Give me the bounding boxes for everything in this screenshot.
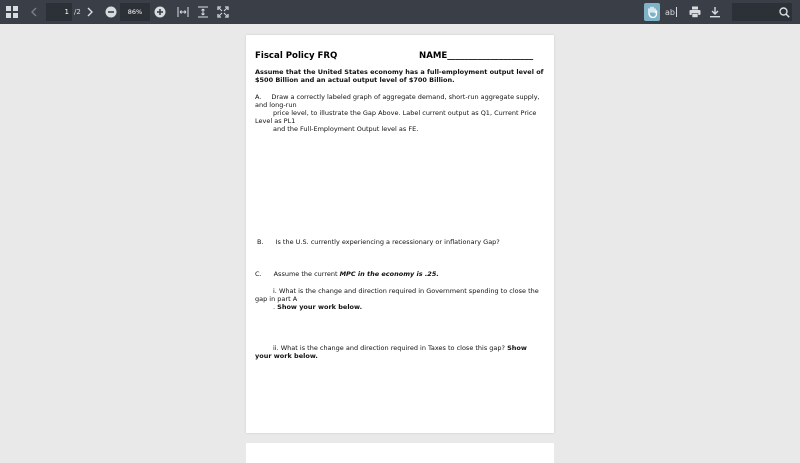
text-select-icon[interactable] <box>664 3 680 21</box>
question-b-text: Is the U.S. currently experiencing a recessionary or inflationary Gap? <box>275 238 500 246</box>
question-c-i: i. What is the change and direction required in Government spending to close the gap in part A <box>255 287 539 304</box>
document-page-1 <box>246 35 554 433</box>
question-c <box>255 270 545 278</box>
previous-page-icon[interactable] <box>28 3 40 21</box>
document-page-2 <box>246 443 554 463</box>
question-c-i-show-work: Show your work below. <box>277 303 363 311</box>
svg-text:ab: ab <box>665 8 675 17</box>
fit-page-icon[interactable] <box>196 3 210 21</box>
question-b-label: B. <box>257 238 264 246</box>
question-a-line3: and the Full-Employment Output level as FE. <box>273 125 419 133</box>
search-icon[interactable] <box>777 3 791 21</box>
question-c-ii-show-work: Show your work below. <box>255 344 527 361</box>
question-a-line2: price level, to illustrate the Gap Above. Label current output as Q1, Current Price Level as PL1 <box>255 109 537 126</box>
fit-width-icon[interactable] <box>176 3 190 21</box>
next-page-icon[interactable] <box>84 3 96 21</box>
fullscreen-icon[interactable] <box>216 3 230 21</box>
question-c-ii-text: ii. What is the change and direction required in Taxes to close this gap? <box>273 344 508 352</box>
print-icon[interactable] <box>688 3 702 21</box>
zoom-in-icon[interactable] <box>153 3 167 21</box>
download-icon[interactable] <box>708 3 722 21</box>
question-c-i-show <box>273 303 545 311</box>
pdf-toolbar <box>0 0 800 24</box>
question-a-line1: Draw a correctly labeled graph of aggregate demand, short-run aggregate supply, and long-run <box>255 93 540 110</box>
question-c-ii <box>255 344 545 360</box>
page-total-label: /2 <box>74 8 81 16</box>
thumbnails-grid-icon[interactable] <box>5 3 19 21</box>
zoom-level-field[interactable]: 86% <box>120 3 150 21</box>
name-field-label: NAME____________________ <box>419 51 534 61</box>
question-b <box>257 238 547 246</box>
question-c-mpc: MPC in the economy is .25. <box>339 270 439 278</box>
question-c-label: C. <box>255 270 262 278</box>
question-a-label: A. <box>255 93 262 101</box>
question-c-text: Assume the current <box>273 270 340 278</box>
question-a <box>255 93 545 109</box>
intro-paragraph: Assume that the United States economy has a full-employment output level of $500 Billion and an actual output level of $700 Billion. <box>255 68 544 85</box>
question-c-i-dot: . <box>273 303 276 311</box>
hand-tool-icon[interactable] <box>644 3 660 21</box>
document-title: Fiscal Policy FRQ <box>255 51 338 61</box>
page-number-input[interactable]: 1 <box>46 3 72 21</box>
zoom-out-icon[interactable] <box>104 3 118 21</box>
